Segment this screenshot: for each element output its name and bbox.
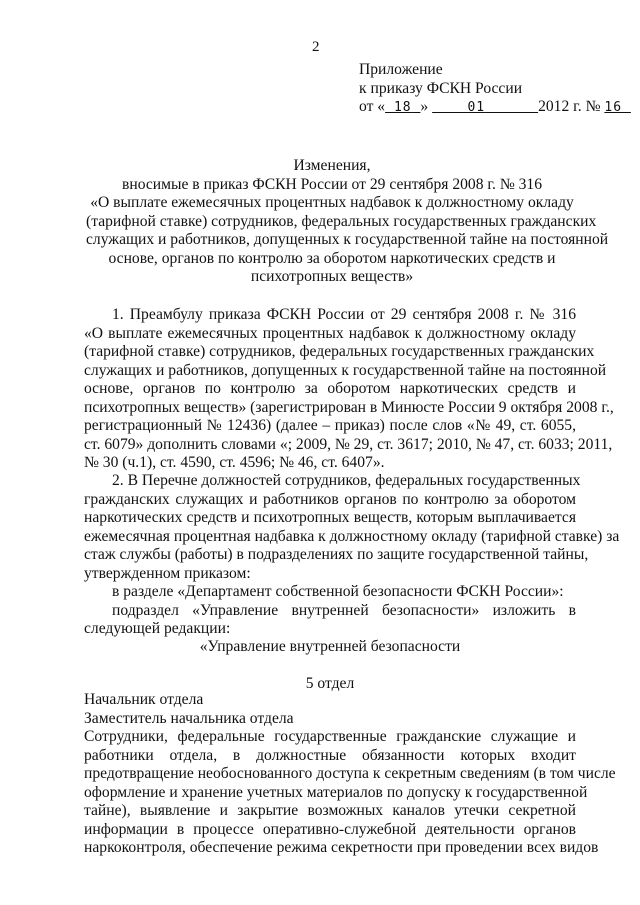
staff-line: информации в процессе оперативно-служебной деятельности органов: [84, 820, 576, 838]
title-line: основе, органов по контролю за оборотом наркотических средств и: [108, 249, 556, 267]
position-item: Начальник отдела: [84, 691, 204, 708]
section-paragraph: [84, 583, 576, 639]
item2-line: гражданских служащих и работников органов по контролю за оборотом: [84, 490, 576, 508]
title-line: (тарифной ставке) сотрудников, федеральных государственных гражданских: [86, 212, 597, 230]
title-line: «О выплате ежемесячных процентных надбавок к должностному окладу: [90, 194, 574, 211]
order-number: 16: [604, 100, 623, 115]
item1-line: «О выплате ежемесячных процентных надбавок к должностному окладу: [84, 324, 576, 342]
position-item: Заместитель начальника отдела: [84, 709, 294, 727]
changes-title: [86, 157, 609, 287]
item1-line: (тарифной ставке) сотрудников, федеральных государственных гражданских: [84, 343, 595, 360]
date-year-number: 2012 г. №: [538, 98, 601, 115]
staff-line: Сотрудники, федеральные государственные гражданские служащие и: [84, 728, 576, 745]
staff-paragraph: [84, 728, 616, 858]
positions-list: [84, 691, 576, 728]
item1-line: служащих и работников, допущенных к государственной тайне на постоянной: [84, 361, 607, 379]
date-day: 18: [393, 100, 412, 115]
item-1-paragraph: [84, 306, 614, 473]
title-line: психотропных веществ»: [250, 268, 414, 285]
staff-line: оформление и хранение учетных материалов по допуску к государственной: [84, 783, 588, 801]
item1-line: основе, органов по контролю за оборотом наркотических средств и: [84, 380, 576, 397]
item2-line: стаж службы (работы) в подразделениях по защите государственной тайны,: [84, 546, 589, 563]
appendix-date-line: [359, 98, 623, 118]
date-close-quote: »: [420, 98, 429, 115]
quote-title: [84, 638, 576, 657]
title-line: служащих и работников, допущенных к государственной тайне на постоянной: [86, 231, 609, 248]
item1-line: психотропных веществ» (зарегистрирован в Минюсте России 9 октября 2008 г.,: [84, 398, 614, 416]
staff-line: предотвращение необоснованного доступа к секретным сведениям (в том числе: [84, 765, 616, 782]
title-heading: Изменения,: [293, 157, 371, 174]
item2-line: ежемесячная процентная надбавка к должностному окладу (тарифной ставке) за: [84, 527, 620, 545]
appendix-order-ref: к приказу ФСКН России: [359, 79, 523, 97]
item2-line: утвержденном приказом:: [84, 564, 251, 582]
item2-line: наркотических средств и психотропных веществ, которым выплачивается: [84, 509, 576, 526]
item1-line: регистрационный № 12436) (далее – приказ) после слов «№ 49, ст. 6055,: [84, 417, 576, 434]
appendix-header: [359, 61, 623, 118]
date-prefix: от «: [359, 98, 386, 115]
appendix-title: Приложение: [359, 61, 443, 78]
department-text: 5 отдел: [305, 675, 355, 692]
subsection-line: подраздел «Управление внутренней безопасности» изложить в: [112, 601, 576, 619]
item-2-paragraph: [84, 472, 620, 583]
quote-title-text: «Управление внутренней безопасности: [199, 638, 461, 655]
staff-line: работники отдела, в должностные обязанности которых входит: [84, 746, 576, 764]
item1-line: ст. 6079» дополнить словами «; 2009, № 29, ст. 3617; 2010, № 47, ст. 6033; 2011,: [84, 435, 613, 453]
title-line: вносимые в приказ ФСКН России от 29 сентября 2008 г. № 316: [121, 175, 543, 193]
staff-line: наркоконтроля, обеспечение режима секретности при проведении всех видов: [84, 839, 599, 856]
date-month: 01: [467, 100, 486, 115]
subsection-line: следующей редакции:: [84, 620, 231, 637]
page-number: 2: [312, 39, 320, 55]
item1-line: № 30 (ч.1), ст. 4590, ст. 4596; № 46, ст. 6407».: [84, 454, 385, 471]
item1-line: 1. Преамбулу приказа ФСКН России от 29 сентября 2008 г. № 316: [112, 306, 576, 323]
staff-line: тайне), выявление и закрытие возможных каналов утечки секретной: [84, 802, 576, 819]
item2-line: 2. В Перечне должностей сотрудников, федеральных государственных: [112, 472, 581, 489]
section-line: в разделе «Департамент собственной безопасности ФСКН России»:: [112, 583, 564, 600]
